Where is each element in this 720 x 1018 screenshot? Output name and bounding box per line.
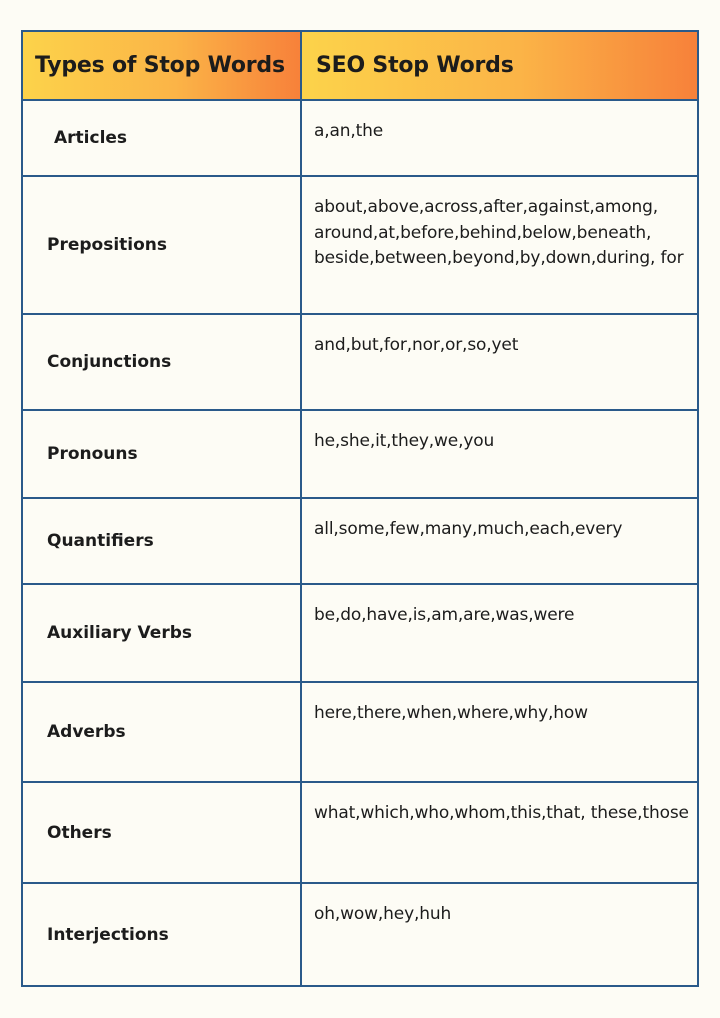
row-words-interjections: oh,wow,hey,huh xyxy=(314,904,452,924)
row-words-articles: a,an,the xyxy=(302,101,697,177)
stop-words-table xyxy=(21,30,699,987)
row-words-auxiliary-verbs: be,do,have,is,am,are,was,were xyxy=(302,585,697,683)
row-type-interjections: Interjections xyxy=(23,884,302,985)
row-words-prepositions: about,above,across,after,against,among, around,at,before,behind,below,beneath, beside,between,beyond,by,down,during, for xyxy=(302,177,697,315)
row-words-conjunctions: and,but,for,nor,or,so,yet xyxy=(302,315,697,411)
row-type-pronouns: Pronouns xyxy=(23,411,302,499)
row-words-pronouns: he,she,it,they,we,you xyxy=(302,411,697,499)
row-words-quantifiers: all,some,few,many,much,each,every xyxy=(302,499,697,585)
row-type-quantifiers: Quantifiers xyxy=(23,499,302,585)
row-type-others: Others xyxy=(23,783,302,884)
row-type-prepositions: Prepositions xyxy=(23,177,302,315)
header-seo-words: SEO Stop Words xyxy=(302,32,697,101)
row-words-adverbs: here,there,when,where,why,how xyxy=(302,683,697,783)
row-type-conjunctions: Conjunctions xyxy=(23,315,302,411)
row-type-adverbs: Adverbs xyxy=(23,683,302,783)
header-types: Types of Stop Words xyxy=(23,32,302,101)
row-type-articles: Articles xyxy=(23,101,302,177)
row-type-auxiliary-verbs: Auxiliary Verbs xyxy=(23,585,302,683)
row-words-others: what,which,who,whom,this,that, these,those xyxy=(302,783,697,884)
